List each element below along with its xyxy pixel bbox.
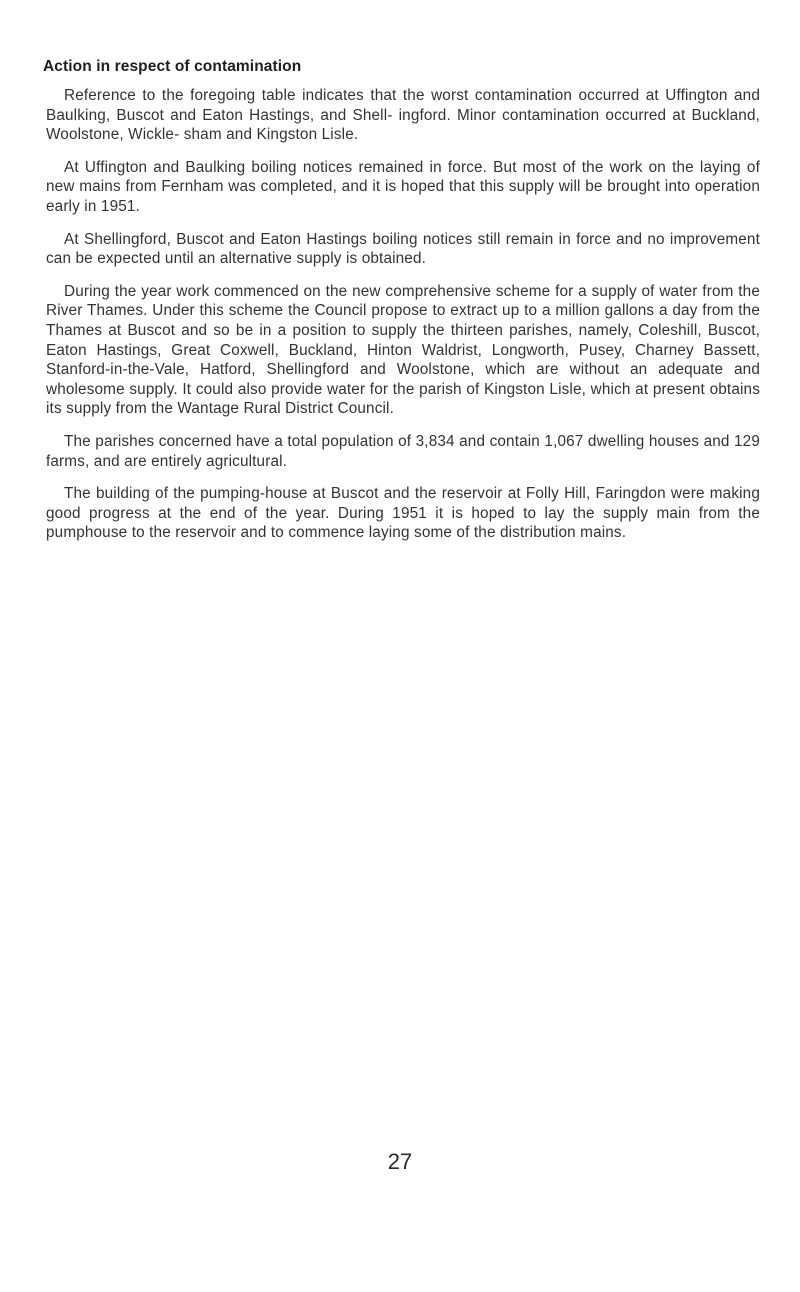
section-heading: Action in respect of contamination	[43, 58, 302, 75]
paragraph-pumping-house-progress: The building of the pumping-house at Buscot and the reservoir at Folly Hill, Faringdon were making good progress at the end of the year. During 1951 it is hoped to lay the supply main from the pumphouse to the reservoir and to commence laying some of the distribution mains.	[46, 485, 760, 542]
paragraph-parish-population: The parishes concerned have a total population of 3,834 and contain 1,067 dwelling houses and 129 farms, and are entirely agricultural.	[46, 432, 760, 470]
paragraph-uffington-baulking: At Uffington and Baulking boiling notices remained in force. But most of the work on the laying of new mains from Fernham was completed, and it is hoped that this supply will be brought into operation early in 1951.	[46, 158, 760, 215]
page-number: 27	[387, 1149, 413, 1174]
document-body	[43, 58, 760, 556]
paragraph-shellingford-buscot: At Shellingford, Buscot and Eaton Hastings boiling notices still remain in force and no improvement can be expected until an alternative supply is obtained.	[46, 230, 760, 268]
paragraph-thames-scheme: During the year work commenced on the new comprehensive scheme for a supply of water from the River Thames. Under this scheme the Council propose to extract up to a million gallons a day from the Thames at Buscot and so be in a position to supply the thirteen parishes, namely, Coleshill, Buscot, Eaton Hastings, Great Coxwell, Buckland, Hinton Waldrist, Longworth, Pusey, Charney Bassett, Stanford-in-the-Vale, Hatford, Shellingford and Woolstone, which are without an adequate and wholesome supply. It could also provide water for the parish of Kingston Lisle, which at present obtains its supply from the Wantage Rural District Council.	[46, 282, 760, 418]
paragraph-contamination-summary: Reference to the foregoing table indicates that the worst contamination occurred at Uffington and Baulking, Buscot and Eaton Hastings, and Shell- ingford. Minor contamination occurred at Buckland, Woolstone, Wickle- sham and Kingston Lisle.	[46, 87, 760, 144]
